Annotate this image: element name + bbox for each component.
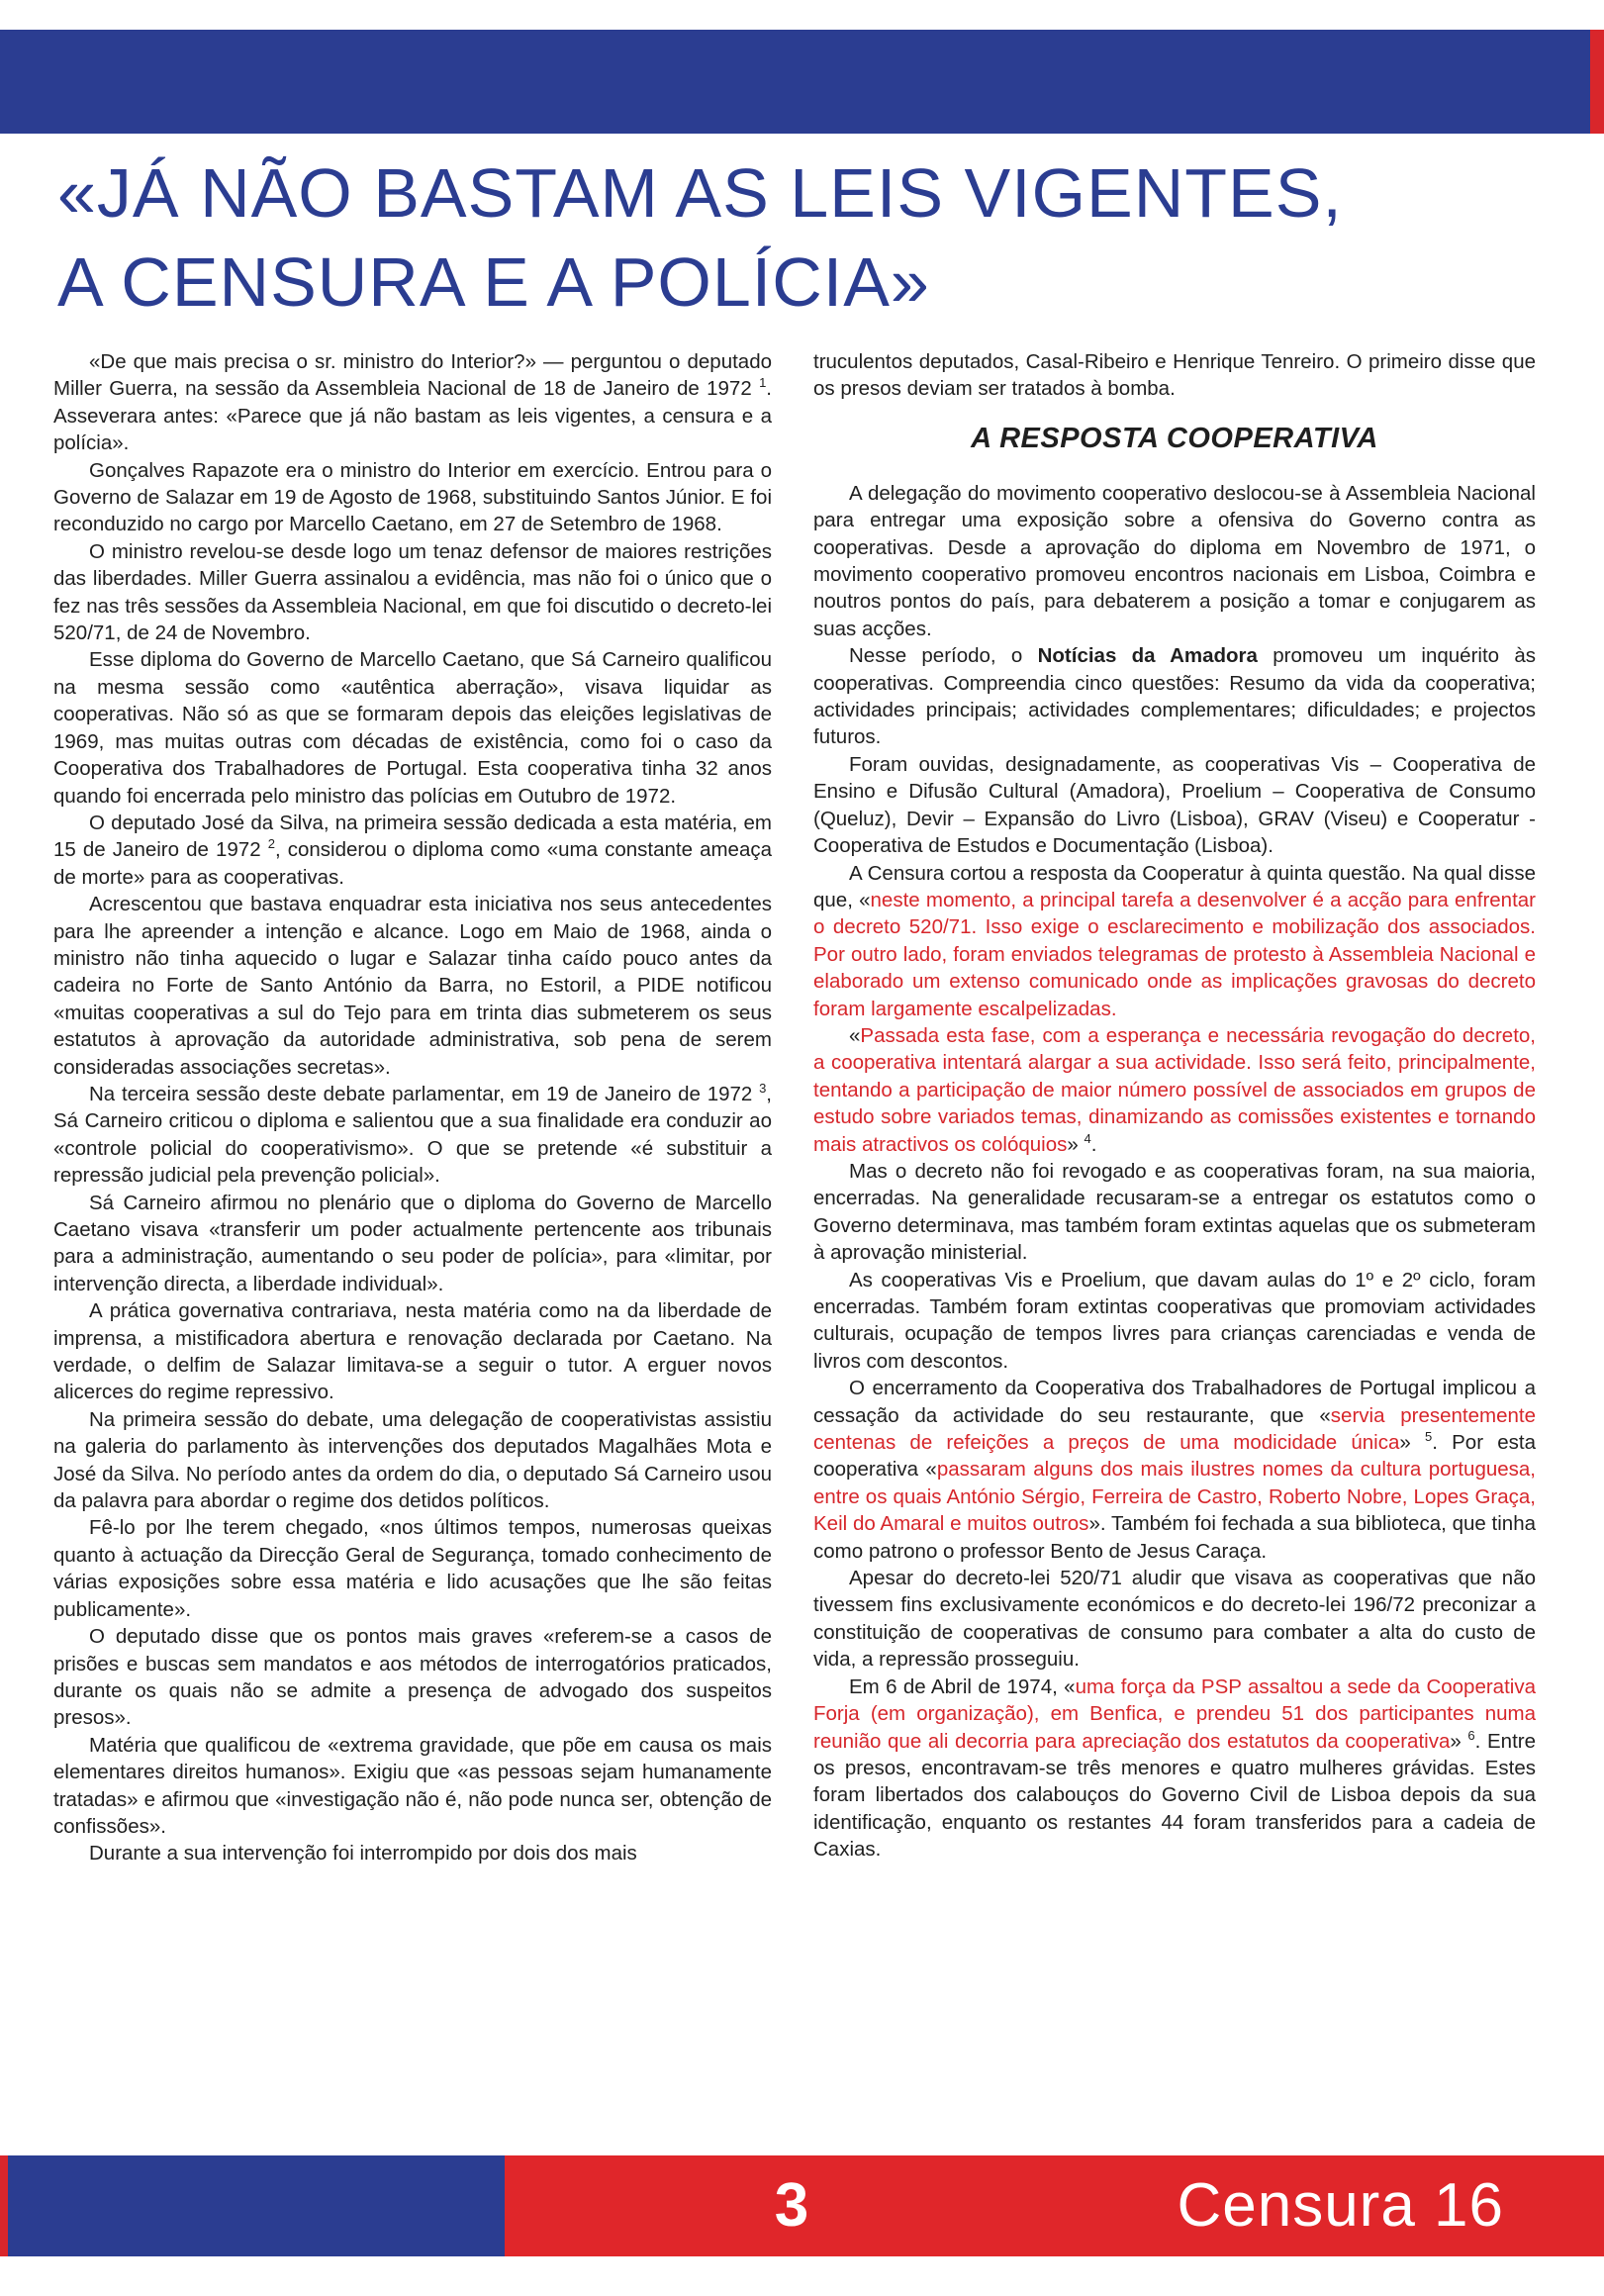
magazine-name: Censura 16 (1177, 2171, 1504, 2240)
paragraph (53, 810, 772, 891)
footer-accent-strip (0, 2155, 8, 2256)
section-heading: A RESPOSTA COOPERATIVA (971, 422, 1378, 454)
paragraph: Foram ouvidas, designadamente, as cooperativas Vis – Cooperativa de Ensino e Difusão Cultural (Amadora), Proelium – Cooperativa de Consumo (Queluz), Devir – Expansão do Livro (Lisboa), GRAV (Viseu) e Cooperatur - Cooperativa de Estudos e Documentação (Lisboa). (813, 752, 1536, 858)
paragraph: Esse diploma do Governo de Marcello Caetano, que Sá Carneiro qualificou na mesma sessão como «autêntica aberração», visava liquidar as cooperativas. Não só as que se formaram depois das eleições legislativas de 1969, mas muitas outras com décadas de existência, como foi o caso da Cooperativa dos Trabalhadores de Portugal. Esta cooperativa tinha 32 anos quando foi encerrada pelo ministro das polícias em Outubro de 1972. (53, 648, 772, 808)
paragraph: O deputado disse que os pontos mais graves «referem-se a casos de prisões e buscas sem mandatos e aos métodos de interrogatórios praticados, durante os quais não se admite a presença de advogado dos suspeitos presos». (53, 1625, 772, 1730)
paragraph (813, 860, 1536, 1022)
paragraph: Durante a sua intervenção foi interrompido por dois dos mais (89, 1842, 637, 1866)
paragraph (813, 1674, 1536, 1864)
paragraph-text: . Entre os presos, encontravam-se três menores e quatro mulheres grávidas. Estes foram libertados dos calabouços do Governo Civil de Lisboa depois da sua identificação, enquanto os restantes 44 foram transferidos para a cadeia de Caxias. (813, 1729, 1536, 1862)
paragraph: Apesar do decreto-lei 520/71 aludir que visava as cooperativas que não tivessem fins exclusivamente económicos e do decreto-lei 196/72 preconizar a constituição de cooperativas de consumo para combater a alta do custo de vida, a repressão prosseguiu. (813, 1567, 1536, 1672)
paragraph: Na primeira sessão do debate, uma delegação de cooperativistas assistiu na galeria do parlamento às intervenções dos deputados Magalhães Mota e José da Silva. No período antes da ordem do dia, o deputado Sá Carneiro usou da palavra para abordar o regime dos detidos políticos. (53, 1407, 772, 1513)
paragraph-text: O encerramento da Cooperativa dos Trabalhadores de Portugal implicou a cessação da actividade do seu restaurante, que « (813, 1377, 1536, 1427)
header-accent-strip (1590, 30, 1604, 134)
paragraph-text: O deputado José da Silva, na primeira sessão dedicada a esta matéria, em 15 de Janeiro de 1972 (53, 811, 772, 862)
paragraph-text: , Sá Carneiro criticou o diploma e salientou que a sua finalidade era conduzir ao «controle policial do cooperativismo». O que se pretende «é substituir a repressão judicial pela prevenção policial». (53, 1082, 772, 1188)
paragraph-text: . Asseverara antes: «Parece que já não bastam as leis vigentes, a censura e a polícia». (53, 377, 772, 455)
paragraph: Fê-lo por lhe terem chegado, «nos últimos tempos, numerosas queixas quanto à actuação da Direcção Geral de Segurança, tomado conhecimento de várias exposições sobre essa matéria e lido acusações que lhe são feitas publicamente». (53, 1516, 772, 1621)
paragraph-text: » (1399, 1431, 1425, 1455)
paragraph-text: Na terceira sessão deste debate parlamentar, em 19 de Janeiro de 1972 (89, 1082, 760, 1105)
footnote-ref: 2 (267, 836, 275, 852)
footnote-ref: 1 (759, 375, 767, 391)
article-title-line-1: «JÁ NÃO BASTAM AS LEIS VIGENTES, (57, 154, 1343, 232)
paragraph-text: , considerou o diploma como «uma constante ameaça de morte» para as cooperativas. (53, 838, 773, 889)
paragraph-text: «De que mais precisa o sr. ministro do Interior?» — perguntou o deputado Miller Guerra, na sessão da Assembleia Nacional de 18 de Janeiro de 1972 (53, 350, 772, 401)
paragraph: A delegação do movimento cooperativo deslocou-se à Assembleia Nacional para entregar uma exposição sobre a ofensiva do Governo contra as cooperativas. Desde a aprovação do diploma em Novembro de 1971, o movimento cooperativo promoveu encontros nacionais em Lisboa, Coimbra e noutros pontos do país, para debaterem a posição a tomar e conjugarem as suas acções. (813, 481, 1536, 640)
footnote-ref: 5 (1424, 1429, 1433, 1445)
paragraph: Gonçalves Rapazote era o ministro do Interior em exercício. Entrou para o Governo de Salazar em 19 de Agosto de 1968, substituindo Santos Júnior. E foi reconduzido no cargo por Marcello Caetano, em 27 de Setembro de 1968. (53, 458, 772, 536)
paragraph-text: . (1090, 1132, 1097, 1156)
paragraph: O ministro revelou-se desde logo um tenaz defensor de maiores restrições das liberdades. Miller Guerra assinalou a evidência, mas não foi o único que o fez nas três sessões da Assembleia Nacional, em que foi discutido o decreto-lei 520/71, de 24 de Novembro. (53, 539, 772, 645)
paragraph: truculentos deputados, Casal-Ribeiro e Henrique Tenreiro. O primeiro disse que os presos deviam ser tratados à bomba. (813, 350, 1536, 401)
right-column (813, 348, 1536, 1864)
paragraph: Acrescentou que bastava enquadrar esta iniciativa nos seus antecedentes para lhe apreender a intenção e alcance. Logo em Maio de 1968, ainda o ministro não tinha aquecido o lugar e Salazar tinha caído pouco antes da cadeira no Forte de Santo António da Barra, no Estoril, a PIDE notificou «muitas cooperativas a sul do Tejo para em trinta dias submeterem os seus estatutos à aprovação da autoridade administrativa, sob pena de serem consideradas associações secretas». (53, 893, 772, 1079)
footnote-ref: 3 (759, 1081, 767, 1097)
page-number: 3 (774, 2171, 809, 2240)
paragraph: As cooperativas Vis e Proelium, que davam aulas do 1º e 2º ciclo, foram encerradas. Também foram extintas cooperativas que promoviam actividades culturais, ocupação de tempos livres para crianças carenciadas e venda de livros com descontos. (813, 1268, 1536, 1373)
censored-quote: neste momento, a principal tarefa a desenvolver é a acção para enfrentar o decreto 520/71. Isso exige o esclarecimento e mobilização dos associados. Por outro lado, foram enviados telegramas de protesto à Assembleia Nacional e elaborado um extenso comunicado onde as implicações gravosas do decreto foram largamente escalpelizadas. (813, 888, 1537, 1020)
paragraph: Sá Carneiro afirmou no plenário que o diploma do Governo de Marcello Caetano visava «transferir um poder actualmente pertencente aos tribunais para a administração, aumentando o seu poder de polícia», para «limitar, por intervenção directa, a liberdade individual». (53, 1191, 772, 1295)
article-title (57, 148, 1542, 327)
paragraph: A prática governativa contrariava, nesta matéria como na da liberdade de imprensa, a mistificadora abertura e renovação declarada por Caetano. Na verdade, o delfim de Salazar limitava-se a seguir o tutor. A erguer novos alicerces do regime repressivo. (53, 1299, 772, 1404)
censored-quote: uma força da PSP assaltou a sede da Cooperativa Forja (em organização), em Benfica, e prendeu 51 dos participantes numa reunião que ali decorria para apreciação dos estatutos da cooperativa (813, 1674, 1536, 1753)
censored-quote: servia presentemente centenas de refeições a preços de uma modicidade única (813, 1403, 1536, 1455)
left-column (53, 348, 772, 1867)
censored-quote: Passada esta fase, com a esperança e necessária revogação do decreto, a cooperativa intentará alargar a sua actividade. Isso será feito, principalmente, tentando a participação de maior número possível de associados em grupos de estudo sobre variados temas, dinamizando as comissões existentes e tornando mais atractivos os colóquios (813, 1023, 1536, 1156)
paragraph (53, 1081, 772, 1190)
article-title-line-2: A CENSURA E A POLÍCIA» (57, 243, 930, 321)
paragraph-text: « (849, 1023, 861, 1047)
paragraph (53, 348, 772, 457)
paragraph-text: Nesse período, o (849, 644, 1038, 668)
paragraph (813, 1375, 1536, 1565)
paragraph-text: » (1067, 1132, 1085, 1156)
censored-quote: passaram alguns dos mais ilustres nomes da cultura portuguesa, entre os quais António Sérgio, Ferreira de Castro, Roberto Nobre, Lopes Graça, Keil do Amaral e muitos outros (813, 1458, 1536, 1536)
header-band (0, 30, 1604, 134)
footnote-ref: 4 (1084, 1130, 1091, 1146)
paragraph: Mas o decreto não foi revogado e as cooperativas foram, na sua maioria, encerradas. Na generalidade recusaram-se a entregar os estatutos como o Governo determinava, mas também foram extintas aquelas que os submeteram à aprovação ministerial. (813, 1159, 1536, 1265)
newspaper-name: Notícias da Amadora (1037, 644, 1258, 668)
footnote-ref: 6 (1467, 1727, 1475, 1743)
paragraph (813, 1022, 1536, 1158)
paragraph-text: Em 6 de Abril de 1974, « (849, 1674, 1076, 1698)
paragraph-text: . Por esta cooperativa « (813, 1431, 1536, 1482)
paragraph-text: » (1450, 1729, 1468, 1753)
paragraph (813, 642, 1536, 751)
paragraph: Matéria que qualificou de «extrema gravidade, que põe em causa os mais elementares direitos humanos». Exigiu que «as pessoas sejam humanamente tratadas» e afirmou que «investigação não é, não pode nunca ser, obtenção de confissões». (53, 1733, 772, 1838)
paragraph-text: ». Também foi fechada a sua biblioteca, que tinha como patrono o professor Bento de Jesus Caraça. (813, 1512, 1537, 1563)
paragraph-text: A Censura cortou a resposta da Cooperatur à quinta questão. Na qual disse que, « (813, 861, 1536, 911)
paragraph-text: promoveu um inquérito às cooperativas. Compreendia cinco questões: Resumo da vida da cooperativa; actividades principais; actividades complementares; dificuldades; e projectos futuros. (813, 644, 1536, 749)
